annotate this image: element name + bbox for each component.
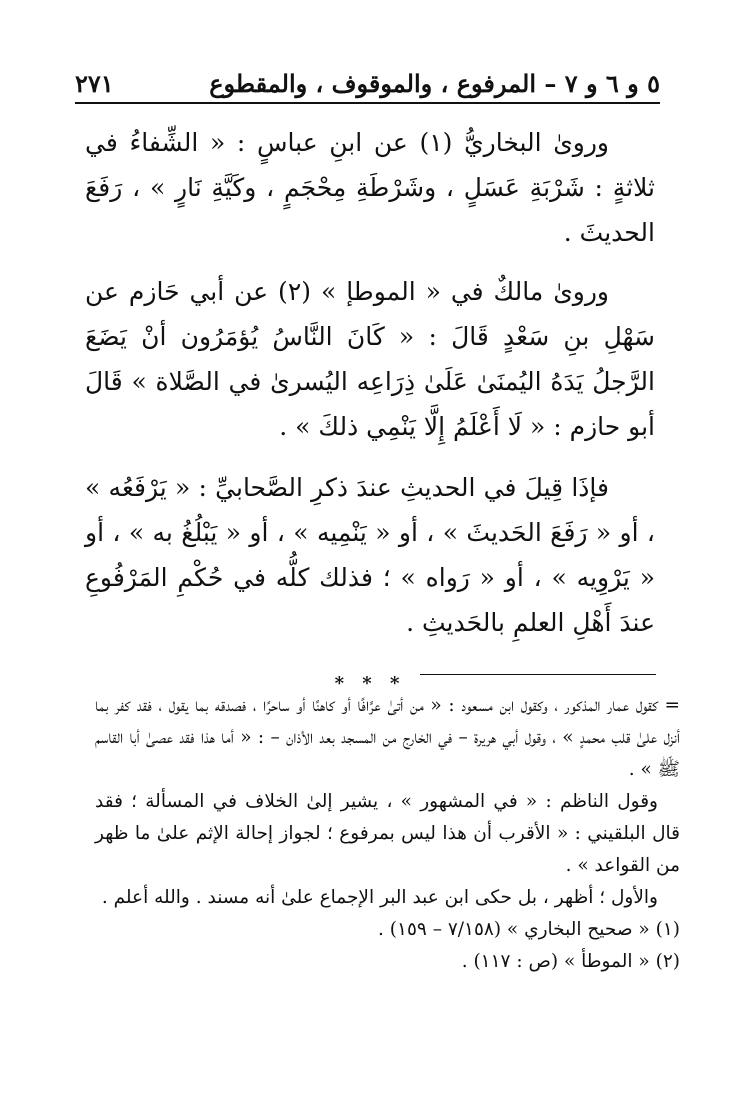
chapter-title: ٥ و ٦ و ٧ – المرفوع ، والموقوف ، والمقطوع — [209, 69, 660, 98]
paragraph-malik: وروىٰ مالكٌ في « الموطإ » (٢) عن أبي حَازم عن سَهْلِ بنِ سَعْدٍ قَالَ : « كَانَ النَّاسُ يُؤمَرُون أنْ يَضَعَ الرَّجلُ يَدَهُ اليُمنَىٰ عَلَىٰ ذِرَاعِه اليُسرىٰ في الصَّلاة » قَالَ أبو حازم : « لَا أَعْلَمُ إِلَّا يَنْمِي ذلكَ » . — [85, 277, 655, 441]
footnote-continuation — [95, 690, 680, 786]
footnotes — [95, 690, 680, 978]
section-separator: * * * — [334, 673, 406, 694]
footnote-nazim: وقول الناظم : « في المشهور » ، يشير إلىٰ الخلاف في المسألة ؛ فقد قال البلقيني : « الأقرب أن هذا ليس بمرفوع ؛ لجواز إحالة الإثم علىٰ ما ظهر من القواعد » . — [95, 791, 680, 876]
footnote-continuation-text: كقول عمار المذكور ، وكقول ابن مسعود : « من أتىٰ عرَّافًا أو كاهنًا أو ساحرًا ، فصدقه بما يقول ، فقد كفر بما أنزل علىٰ قلب محمدٍ » ، وقول أبي هريرة – في الخارج من المسجد بعد الأذان – : « أما هذا فقد عصىٰ أبا القاسم ﷺ » . — [95, 695, 680, 780]
footnote-rule — [420, 674, 656, 675]
footnote-1: (١) « صحيح البخاري » (٧/١٥٨ – ١٥٩) . — [378, 919, 680, 940]
page-number: ٢٧١ — [75, 69, 114, 98]
paragraph-marfu-rule: فإذَا قِيلَ في الحديثِ عندَ ذكرِ الصَّحابيِّ : « يَرْفَعُه » ، أو « رَفَعَ الحَديثَ » ، أو « يَنْمِيه » ، أو « يَبْلُغُ به » ، أو « يَرْوِيه » ، أو « رَواه » ؛ فذلك كلُّه في حُكْمِ المَرْفُوعِ عندَ أَهْلِ العلمِ بالحَديثِ . — [85, 473, 655, 637]
footnote-awwal: والأول ؛ أظهر ، بل حكى ابن عبد البر الإجماع علىٰ أنه مسند . والله أعلم . — [101, 887, 658, 908]
page-header — [75, 54, 660, 98]
paragraph-bukhari: وروىٰ البخاريُّ (١) عن ابنِ عباسٍ : « الشِّفاءُ في ثلاثةٍ : شَرْبَةِ عَسَلٍ ، وشَرْطَةِ مِحْجَمٍ ، وكَيَّةِ نَارٍ » ، رَفَعَ الحديثَ . — [85, 128, 655, 247]
continuation-mark: = — [664, 695, 680, 716]
main-text — [85, 120, 655, 706]
footnote-2: (٢) « الموطأ » (ص : ١١٧) . — [461, 951, 680, 972]
header-rule — [75, 102, 660, 104]
